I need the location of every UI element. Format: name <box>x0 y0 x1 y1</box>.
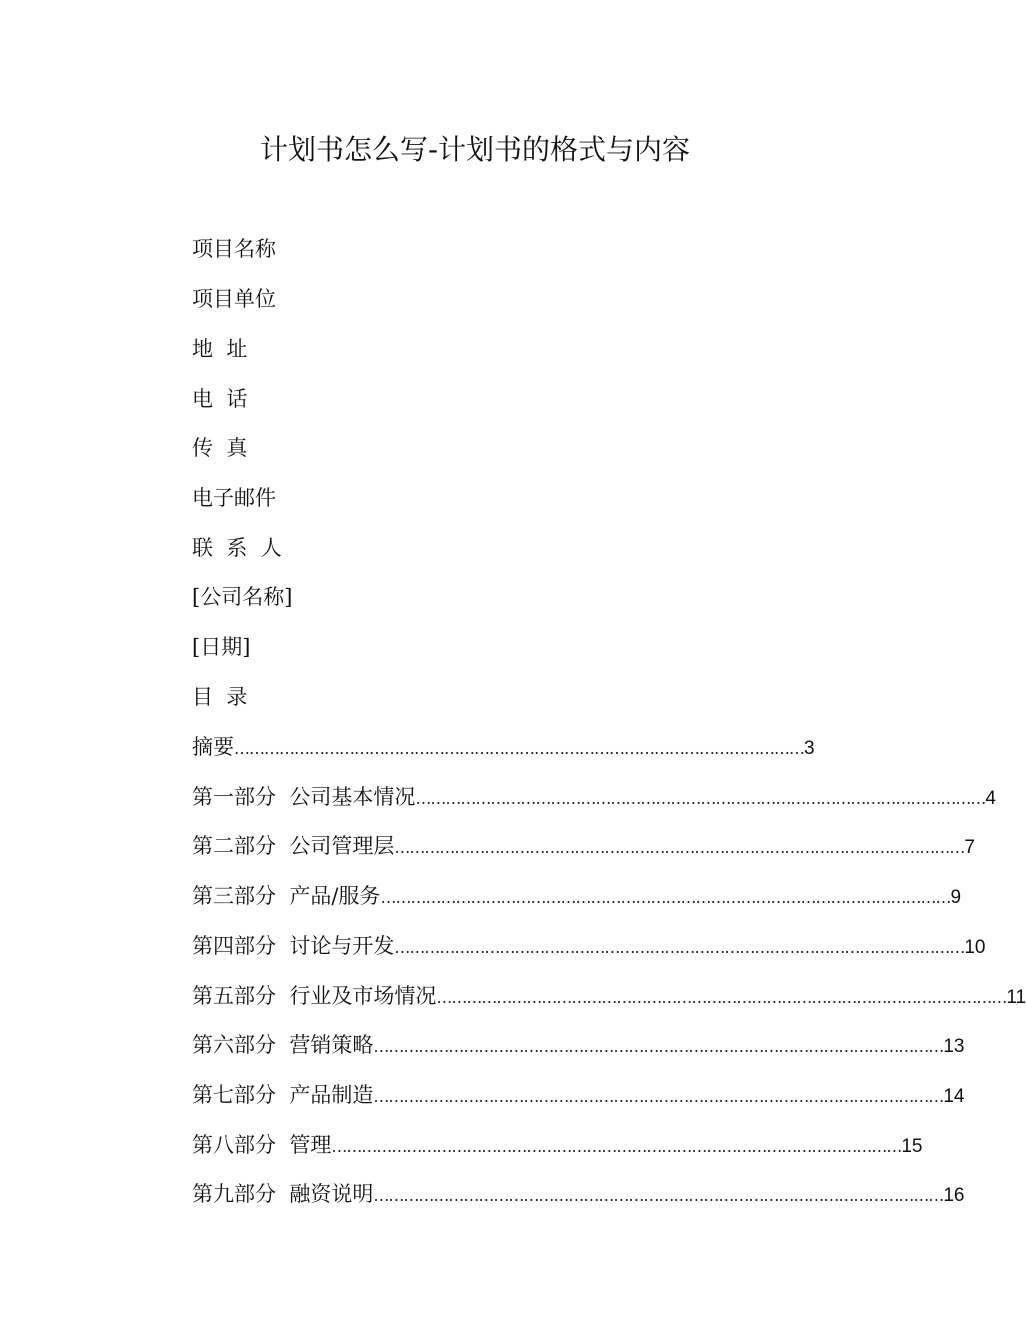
document-title: 计划书怎么写-计划书的格式与内容 <box>259 133 691 166</box>
toc-entry-page: 4 <box>985 788 996 809</box>
toc-entry-label: 第一部分 公司基本情况 <box>192 785 416 809</box>
toc-entry-page: 9 <box>950 887 962 908</box>
toc-entry[interactable] <box>192 1030 965 1062</box>
toc-entry-label: 第三部分 产品/服务 <box>192 884 381 908</box>
field-project-unit: 项目单位 <box>192 287 276 311</box>
toc-leader-dots: …………………………………………………………………………………………………… <box>373 1037 944 1056</box>
toc-leader-dots: …………………………………………………………………………………………………… <box>234 739 804 758</box>
field-project-name: 项目名称 <box>192 237 276 261</box>
field-fax: 传 真 <box>192 436 248 460</box>
toc-entry-page: 3 <box>804 738 815 759</box>
toc-entry[interactable] <box>192 1130 923 1162</box>
toc-leader-dots: …………………………………………………………………………………………………… <box>373 1087 944 1106</box>
field-contact: 联 系 人 <box>192 536 282 560</box>
toc-entry-label: 摘要 <box>192 735 234 759</box>
toc-entry[interactable] <box>192 881 962 913</box>
toc-entry[interactable] <box>192 782 996 814</box>
toc-entry-label: 第四部分 讨论与开发 <box>192 934 395 958</box>
toc-leader-dots: …………………………………………………………………………………………………… <box>373 1186 944 1205</box>
field-address: 地 址 <box>192 337 248 361</box>
toc-entry[interactable] <box>192 831 975 863</box>
field-date: [日期] <box>192 635 251 659</box>
toc-entry[interactable] <box>192 1179 965 1211</box>
toc-entry-page: 11 <box>1006 987 1026 1008</box>
toc-entry-label: 第六部分 营销策略 <box>192 1033 374 1057</box>
toc-heading: 目 录 <box>192 685 248 709</box>
toc-entry-label: 第五部分 行业及市场情况 <box>192 984 437 1008</box>
toc-entry[interactable] <box>192 931 986 963</box>
toc-entry[interactable] <box>192 732 815 764</box>
field-email: 电子邮件 <box>192 486 276 510</box>
toc-leader-dots: …………………………………………………………………………………………………… <box>394 938 965 957</box>
toc-entry-page: 16 <box>943 1185 965 1206</box>
field-company-name: [公司名称] <box>192 585 293 609</box>
toc-leader-dots: …………………………………………………………………………………………………… <box>380 888 951 907</box>
toc-leader-dots: …………………………………………………………………………………………………… <box>415 789 986 808</box>
toc-leader-dots: …………………………………………………………………………………………………… <box>436 988 1007 1007</box>
toc-entry-page: 14 <box>943 1086 965 1107</box>
toc-entry-page: 10 <box>964 937 986 958</box>
toc-entry-page: 15 <box>901 1136 923 1157</box>
toc-leader-dots: …………………………………………………………………………………………………… <box>331 1137 902 1156</box>
toc-entry-label: 第二部分 公司管理层 <box>192 834 395 858</box>
toc-entry-label: 第七部分 产品制造 <box>192 1083 374 1107</box>
toc-leader-dots: …………………………………………………………………………………………………… <box>394 838 965 857</box>
field-phone: 电 话 <box>192 387 248 411</box>
toc-entry[interactable] <box>192 981 1026 1013</box>
toc-entry-label: 第九部分 融资说明 <box>192 1182 374 1206</box>
toc-entry-page: 7 <box>964 837 975 858</box>
toc-entry[interactable] <box>192 1080 965 1112</box>
toc-entry-label: 第八部分 管理 <box>192 1133 332 1157</box>
toc-entry-page: 13 <box>943 1036 965 1057</box>
